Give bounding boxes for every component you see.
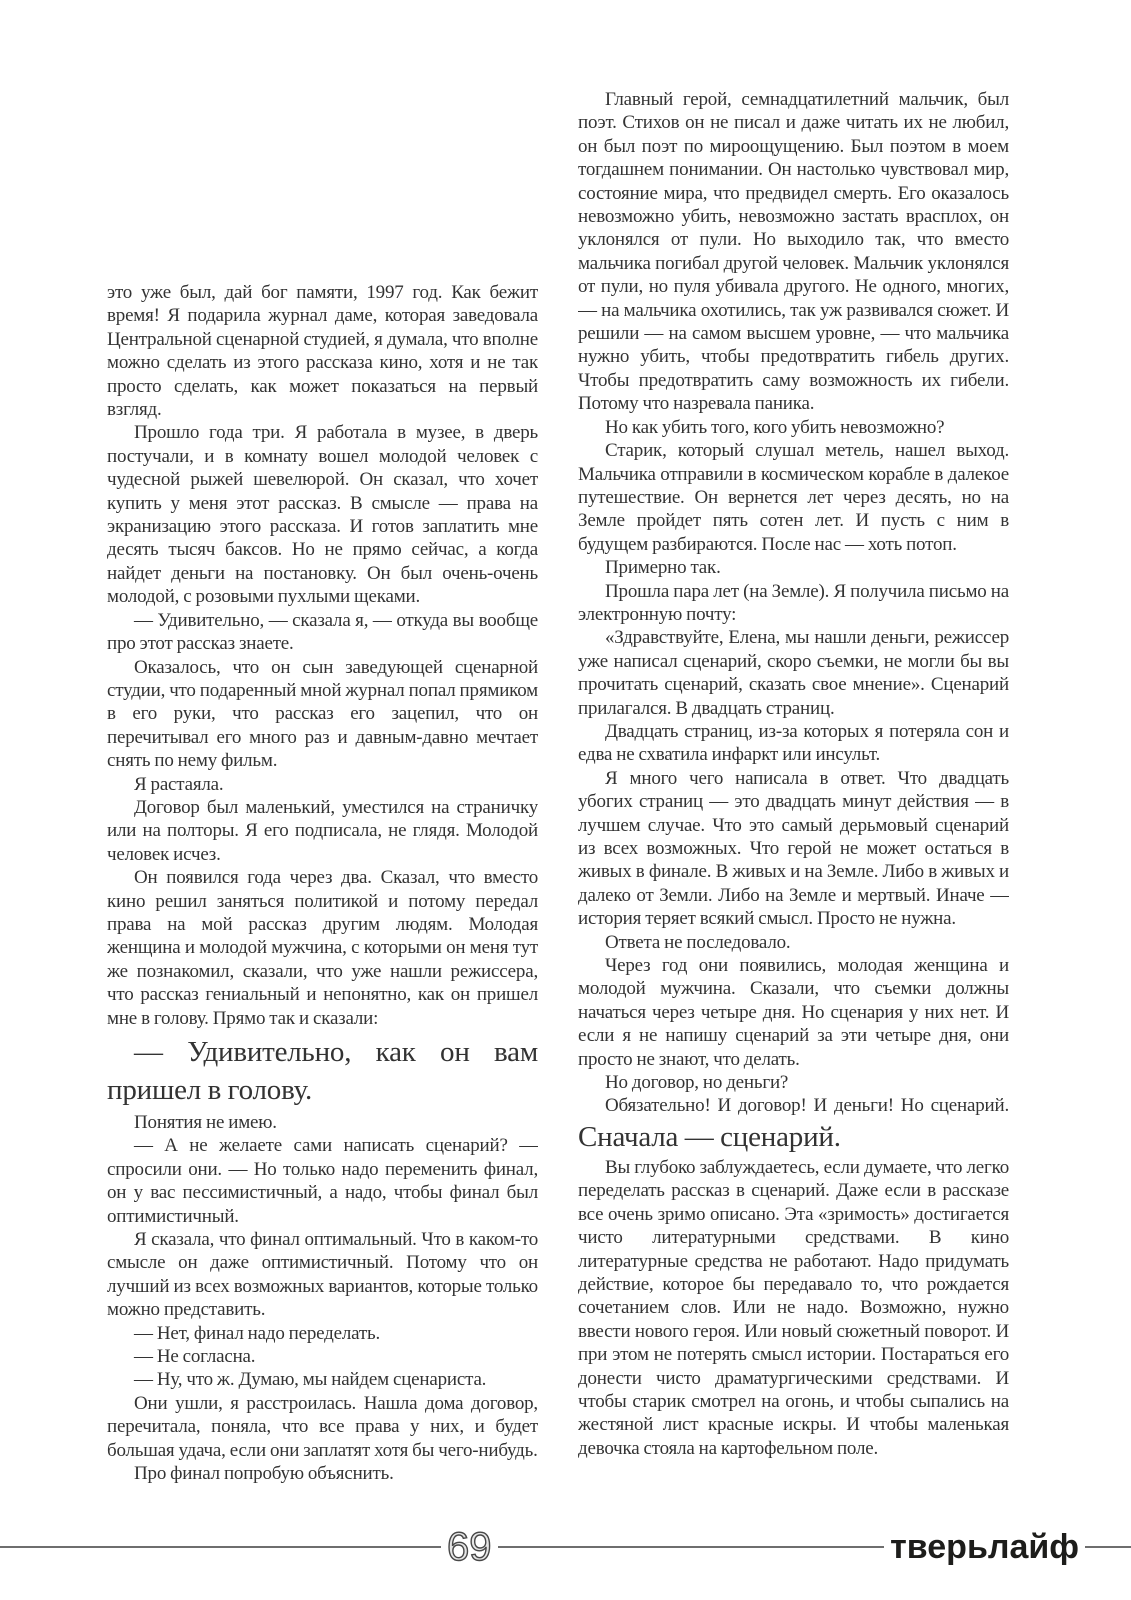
text-run: Вы глубоко заблуждаетесь, если думаете, что легко переделать рассказ в сценарий. Даже если в рассказе все очень зримо описано. Эта «зримость» достигается чисто литературными средствами. В кино литературные средства не работают. Надо придумать действие, которое бы передавало то, что рождается сочетанием слов. Или не надо. Возможно, нужно ввести нового героя. Или новый сюжетный поворот. И при этом не потерять смысл истории. Постараться его донести чисто драматургическими средствами. И чтобы старик смотрел на огонь, и чтобы сыпались на жестяной лист красные искры. И чтобы маленькая девочка стояла на картофельном поле. [578, 1156, 1009, 1459]
body-paragraph [107, 281, 538, 421]
body-paragraph [107, 866, 538, 1030]
text-run: Двадцать страниц, из-за которых я потеряла сон и едва не схватила инфаркт или инсульт. [578, 720, 1009, 766]
text-run: Прошла пара лет (на Земле). Я получила письмо на электронную почту: [578, 580, 1009, 625]
body-paragraph [578, 439, 1009, 556]
text-run: — А не желаете сами написать сценарий? — спросили они. — Но только надо переменить финал, он у вас пессимистичный, а надо, чтобы финал был оптимистичный. [107, 1135, 538, 1227]
brand-logo: тверьлайф [890, 1528, 1079, 1566]
text-run: Примерно так. [605, 557, 721, 579]
body-paragraph [107, 656, 538, 773]
body-paragraph [578, 767, 1009, 931]
text-run: Я много чего написала в ответ. Что двадцать убогих страниц — это двадцать минут действия — в лучшем случае. Что это самый дерьмовый сценарий из всех возможных. Что герой не может остаться в живых в финале. В живых и на Земле. Либо в живых и далеко от Земли. Либо на Земле и мертвый. Иначе — история теряет всякий смысл. Просто не нужна. [578, 767, 1009, 930]
footer-rule-left [0, 1546, 441, 1548]
text-run: Но как убить того, кого убить невозможно? [605, 416, 945, 438]
text-run: Договор был маленький, уместился на страничку или на полторы. Я его подписала, не глядя. Молодой человек исчез. [107, 796, 538, 865]
body-paragraph [578, 1156, 1009, 1460]
text-run: Они ушли, я расстроилась. Нашла дома договор, перечитала, поняла, что все права у них, и будет большая удача, если они заплатят хотя бы чего-нибудь. [107, 1392, 538, 1461]
text-run: — Удивительно, как он вам пришел в голову. [107, 1036, 538, 1106]
text-run: Обязательно! И договор! И деньги! Но сценарий. [605, 1095, 1009, 1117]
text-run: Через год они появились, молодая женщина и молодой мужчина. Сказали, что съемки должны начаться через четыре дня. Но сценария у них нет. И если я не напишу сценарий за эти четыре дня, они просто не знают, что делать. [578, 955, 1009, 1070]
body-paragraph [107, 1368, 538, 1391]
text-run: — Нет, финал надо переделать. [134, 1322, 381, 1344]
body-paragraph [107, 1462, 538, 1485]
body-paragraph [578, 1071, 1009, 1094]
text-run: это уже был, дай бог памяти, 1997 год. Как бежит время! Я подарила журнал даме, которая заведовала Центральной сценарной студией, я думала, что вполне можно сделать из этого рассказа кино, хотя и не так просто сделать, как может показаться на первый взгляд. [107, 282, 538, 421]
text-run: Понятия не имею. [134, 1112, 277, 1133]
display-text-run: Сначала — сценарий. [578, 1120, 841, 1153]
text-run: Про финал попробую объяснить. [134, 1463, 394, 1485]
page-number: 69 [447, 1525, 492, 1569]
body-paragraph [578, 720, 1009, 767]
body-paragraph [107, 609, 538, 656]
page-footer [0, 1526, 1131, 1568]
body-paragraph [107, 421, 538, 608]
text-run: Старик, который слушал метель, нашел выход. Мальчика отправили в космическом корабле в далекое путешествие. Он вернется лет через десять, но на Земле пройдет пять сотен лет. И пусть с ним в будущем разбираются. После нас — хоть потоп. [578, 440, 1009, 555]
text-run: Я растаяла. [134, 773, 224, 795]
text-run: Оказалось, что он сын заведующей сценарной студии, что подаренный мной журнал попал прямиком в его руки, что рассказ его зацепил, что он перечитывал его много раз и давным-давно мечтает снять по нему фильм. [107, 656, 538, 772]
body-paragraph [107, 773, 538, 796]
body-paragraph [578, 88, 1009, 416]
text-column-right [578, 88, 1009, 1460]
text-run: — Ну, что ж. Думаю, мы найдем сценариста. [134, 1369, 487, 1391]
display-paragraph [107, 1033, 538, 1109]
text-run: — Удивительно, — сказала я, — откуда вы вообще про этот рассказ знаете. [107, 609, 538, 655]
body-paragraph [107, 1228, 538, 1322]
text-run: Главный герой, семнадцатилетний мальчик, был поэт. Стихов он не писал и даже читать их не любил, он был поэт по мироощущению. Был поэтом в моем тогдашнем понимании. Он настолько чувствовал мир, состояние мира, что предвидел смерть. Его оказалось невозможно убить, невозможно застать врасплох, он уклонялся от пули. Но выходило так, что вместо мальчика погибал другой человек. Мальчик уклонялся от пули, но пуля убивала другого. Не одного, многих, — на мальчика охотились, так уж развивался сюжет. И решили — на самом высшем уровне, — что мальчика нужно убить, чтобы предотвратить гибель других. Чтобы предотвратить саму возможность их гибели. Потому что назревала паника. [578, 89, 1009, 415]
text-run: Прошло года три. Я работала в музее, в дверь постучали, и в комнату вошел молодой человек с чудесной рыжей шевелюрой. Он сказал, что хочет купить у меня этот рассказ. В смысле — права на экранизацию этого рассказа. И готов заплатить мне десять тысяч баксов. Но не прямо сейчас, а когда найдет деньги на постановку. Он был очень-очень молодой, с розовыми пухлыми щеками. [107, 422, 538, 608]
body-paragraph [107, 1322, 538, 1345]
body-paragraph [107, 796, 538, 866]
text-run: Я сказала, что финал оптимальный. Что в каком-то смысле он даже оптимистичный. Потому что он лучший из всех возможных вариантов, которые только можно представить. [107, 1229, 538, 1321]
body-paragraph [578, 626, 1009, 720]
body-paragraph [107, 1111, 538, 1134]
text-run: Он появился года через два. Сказал, что вместо кино решил заняться политикой и потому передал права на мой рассказ другим людям. Молодая женщина и молодой мужчина, с которыми он меня тут же познакомил, сказали, что уже нашли режиссера, что рассказ гениальный и непонятно, как он пришел мне в голову. Прямо так и сказали: [107, 867, 538, 1029]
body-paragraph [107, 1392, 538, 1462]
body-paragraph [578, 580, 1009, 627]
body-paragraph [578, 556, 1009, 579]
body-paragraph [578, 954, 1009, 1071]
body-paragraph [578, 1094, 1009, 1155]
text-run: «Здравствуйте, Елена, мы нашли деньги, режиссер уже написал сценарий, скоро съемки, не могли бы вы прочитать сценарий, сказать свое мнение». Сценарий прилагался. В двадцать страниц. [578, 627, 1009, 719]
text-column-left [107, 281, 538, 1486]
footer-rule-middle [498, 1546, 885, 1548]
text-run: Но договор, но деньги? [605, 1072, 789, 1094]
body-paragraph [578, 416, 1009, 439]
footer-rule-right [1085, 1546, 1131, 1548]
text-run: Ответа не последовало. [605, 931, 791, 953]
text-run: — Не согласна. [134, 1346, 256, 1368]
body-paragraph [107, 1345, 538, 1368]
body-paragraph [107, 1134, 538, 1228]
body-paragraph [578, 931, 1009, 954]
